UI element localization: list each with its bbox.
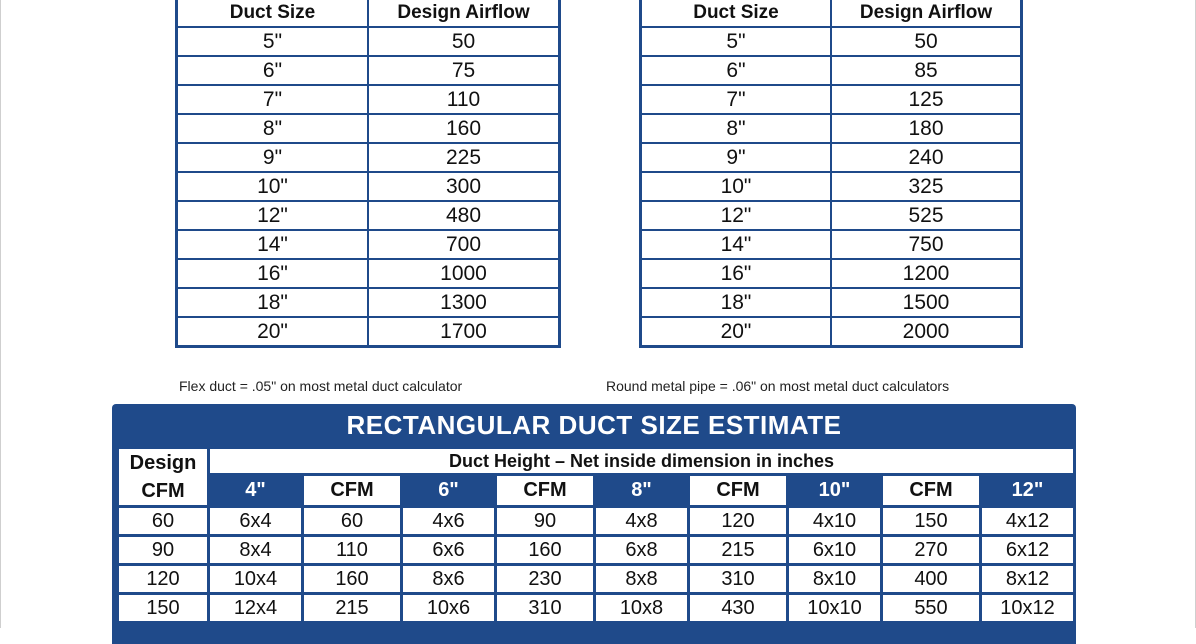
airflow-cell: 2000: [831, 317, 1022, 347]
table-row: [119, 566, 1073, 592]
table-row: [177, 259, 560, 288]
cfm-cell: 90: [497, 508, 593, 534]
height-header-4: 4": [210, 476, 301, 505]
airflow-cell: 240: [831, 143, 1022, 172]
duct-size-cell: 6": [177, 56, 369, 85]
height-header-10: 10": [789, 476, 880, 505]
column-header-design-airflow: Design Airflow: [831, 0, 1022, 27]
table-row: [177, 230, 560, 259]
duct-size-cell: 20": [641, 317, 832, 347]
size-cell: 6x12: [982, 537, 1073, 563]
cfm-cell: 120: [690, 508, 786, 534]
size-cell: 8x6: [403, 566, 494, 592]
duct-size-cell: 16": [177, 259, 369, 288]
duct-size-cell: 12": [641, 201, 832, 230]
cfm-cell: 150: [119, 595, 207, 621]
table-row: [641, 27, 1022, 56]
rect-column-header-row: [119, 476, 1073, 505]
table-row: [641, 172, 1022, 201]
height-header-8: 8": [596, 476, 687, 505]
size-cell: 8x12: [982, 566, 1073, 592]
duct-height-subheader: Duct Height – Net inside dimension in inches: [210, 449, 1073, 473]
table-row: [177, 56, 560, 85]
size-cell: 4x8: [596, 508, 687, 534]
table-row: [641, 114, 1022, 143]
duct-size-cell: 8": [641, 114, 832, 143]
table-row: [177, 143, 560, 172]
table-row: [177, 114, 560, 143]
table-row: [641, 317, 1022, 347]
airflow-cell: 110: [368, 85, 560, 114]
cfm-cell: 310: [690, 566, 786, 592]
table-header-row: [641, 0, 1022, 27]
duct-size-cell: 18": [641, 288, 832, 317]
cfm-cell: 160: [497, 537, 593, 563]
flex-duct-table: [175, 0, 561, 348]
duct-size-cell: 5": [177, 27, 369, 56]
column-header-design-airflow: Design Airflow: [368, 0, 560, 27]
page-edge-left: [0, 0, 1, 628]
cfm-cell: 60: [304, 508, 400, 534]
airflow-cell: 1200: [831, 259, 1022, 288]
size-cell: 8x8: [596, 566, 687, 592]
height-header-12: 12": [982, 476, 1073, 505]
size-cell: 8x4: [210, 537, 301, 563]
duct-size-cell: 9": [641, 143, 832, 172]
airflow-cell: 750: [831, 230, 1022, 259]
table-row: [641, 288, 1022, 317]
round-metal-table: [639, 0, 1023, 348]
cfm-label: CFM: [141, 480, 185, 502]
table-row: [177, 288, 560, 317]
cfm-cell: 270: [883, 537, 979, 563]
duct-size-cell: 7": [177, 85, 369, 114]
size-cell: 4x12: [982, 508, 1073, 534]
airflow-cell: 300: [368, 172, 560, 201]
duct-size-cell: 14": [641, 230, 832, 259]
size-cell: 6x10: [789, 537, 880, 563]
airflow-cell: 1000: [368, 259, 560, 288]
airflow-cell: 75: [368, 56, 560, 85]
size-cell: 10x4: [210, 566, 301, 592]
table-row: [641, 259, 1022, 288]
cfm-header: CFM: [883, 476, 979, 505]
airflow-cell: 50: [831, 27, 1022, 56]
cfm-cell: 215: [690, 537, 786, 563]
cfm-cell: 110: [304, 537, 400, 563]
table-row: [177, 172, 560, 201]
rect-subheader-row: [119, 449, 1073, 473]
duct-size-cell: 12": [177, 201, 369, 230]
size-cell: 10x10: [789, 595, 880, 621]
table-row: [177, 201, 560, 230]
cfm-cell: 430: [690, 595, 786, 621]
table-row: [177, 27, 560, 56]
duct-size-cell: 10": [177, 172, 369, 201]
size-cell: 10x12: [982, 595, 1073, 621]
cfm-cell: 400: [883, 566, 979, 592]
table-row: [641, 230, 1022, 259]
table-row: [119, 595, 1073, 621]
cfm-cell: 230: [497, 566, 593, 592]
table-row: [177, 317, 560, 347]
cfm-cell: 150: [883, 508, 979, 534]
size-cell: 10x6: [403, 595, 494, 621]
cfm-cell: 120: [119, 566, 207, 592]
rectangular-duct-title: RECTANGULAR DUCT SIZE ESTIMATE: [346, 410, 842, 440]
height-header-6: 6": [403, 476, 494, 505]
duct-size-cell: 18": [177, 288, 369, 317]
duct-size-cell: 8": [177, 114, 369, 143]
cfm-cell: 550: [883, 595, 979, 621]
cfm-cell: 160: [304, 566, 400, 592]
column-header-duct-size: Duct Size: [177, 0, 369, 27]
duct-size-cell: 16": [641, 259, 832, 288]
airflow-cell: 1700: [368, 317, 560, 347]
duct-size-cell: 7": [641, 85, 832, 114]
airflow-cell: 160: [368, 114, 560, 143]
cfm-header: CFM: [690, 476, 786, 505]
table-row: [177, 85, 560, 114]
size-cell: 10x8: [596, 595, 687, 621]
table-row: [641, 56, 1022, 85]
column-header-duct-size: Duct Size: [641, 0, 832, 27]
airflow-cell: 325: [831, 172, 1022, 201]
size-cell: 8x10: [789, 566, 880, 592]
duct-size-cell: 6": [641, 56, 832, 85]
round-metal-note: Round metal pipe = .06" on most metal duct calculators: [606, 378, 950, 394]
airflow-cell: 225: [368, 143, 560, 172]
airflow-cell: 85: [831, 56, 1022, 85]
airflow-cell: 180: [831, 114, 1022, 143]
airflow-cell: 50: [368, 27, 560, 56]
size-cell: 6x6: [403, 537, 494, 563]
duct-size-cell: 20": [177, 317, 369, 347]
table-header-row: [177, 0, 560, 27]
airflow-cell: 1300: [368, 288, 560, 317]
size-cell: 12x4: [210, 595, 301, 621]
duct-size-cell: 10": [641, 172, 832, 201]
design-label: Design: [129, 452, 197, 474]
airflow-cell: 480: [368, 201, 560, 230]
rectangular-duct-table: [116, 446, 1076, 624]
table-row: [641, 143, 1022, 172]
table-row: [641, 85, 1022, 114]
duct-size-cell: 9": [177, 143, 369, 172]
cfm-cell: 60: [119, 508, 207, 534]
size-cell: 6x8: [596, 537, 687, 563]
airflow-cell: 125: [831, 85, 1022, 114]
duct-size-cell: 14": [177, 230, 369, 259]
design-cfm-header: [119, 449, 207, 505]
size-cell: 4x10: [789, 508, 880, 534]
flex-duct-note: Flex duct = .05" on most metal duct calculator: [179, 378, 463, 394]
cfm-header: CFM: [304, 476, 400, 505]
table-row: [119, 537, 1073, 563]
cfm-cell: 215: [304, 595, 400, 621]
cfm-cell: 310: [497, 595, 593, 621]
airflow-cell: 525: [831, 201, 1022, 230]
airflow-cell: 700: [368, 230, 560, 259]
cfm-header: CFM: [497, 476, 593, 505]
table-row: [641, 201, 1022, 230]
cfm-cell: 90: [119, 537, 207, 563]
size-cell: 6x4: [210, 508, 301, 534]
duct-size-cell: 5": [641, 27, 832, 56]
table-row: [119, 508, 1073, 534]
size-cell: 4x6: [403, 508, 494, 534]
airflow-cell: 1500: [831, 288, 1022, 317]
